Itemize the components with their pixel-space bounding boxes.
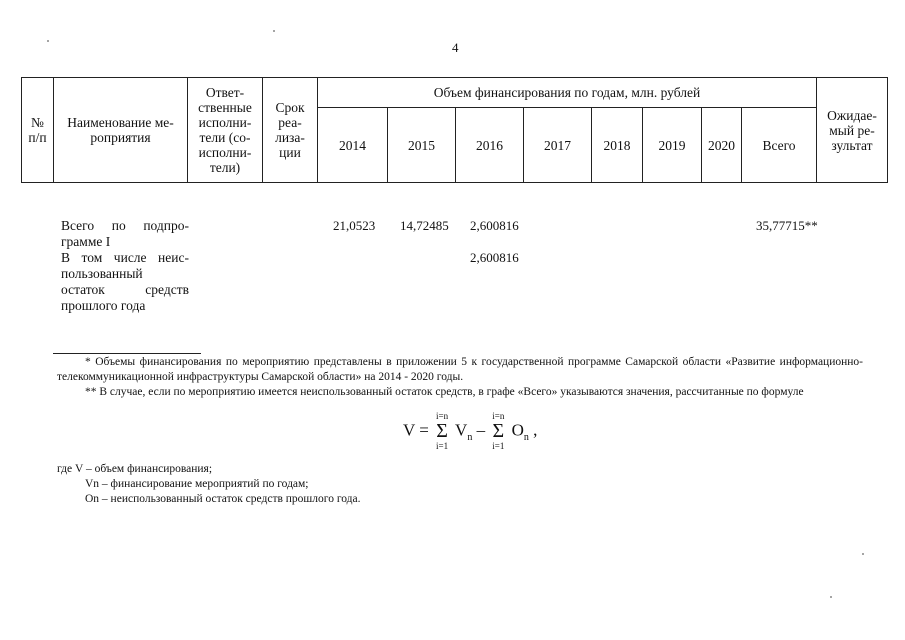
header-year-2015: 2015 (388, 108, 456, 183)
formula-eq: = (419, 420, 429, 440)
row-label-subprogram-total: Всего по подпро-грамме I (61, 218, 189, 249)
row-label-unused-balance: В том числе неис-пользованный остаток средств прошлого года (61, 250, 189, 313)
definition-vn: Vn – финансирование мероприятий по годам; (85, 478, 309, 490)
header-year-2016: 2016 (456, 108, 524, 183)
row-value-2014: 21,0523 (333, 218, 376, 233)
header-year-2014: 2014 (318, 108, 388, 183)
formula-sub-1: n (467, 431, 473, 443)
definition-on: On – неиспользованный остаток средств прошлого года. (85, 493, 361, 505)
definition-v: где V – объем финансирования; (57, 463, 213, 475)
header-year-2020: 2020 (702, 108, 742, 183)
scan-speck (273, 30, 275, 32)
page-number: 4 (452, 40, 459, 55)
header-year-2019: 2019 (643, 108, 702, 183)
header-year-2017: 2017 (524, 108, 592, 183)
sum-symbol-2 (489, 411, 507, 451)
sum-upper-1: i=n (436, 411, 449, 421)
sum-lower-1: i=1 (436, 441, 449, 451)
header-executors: Ответ-ственные исполни-тели (со-исполни-тели) (188, 78, 263, 183)
formula-term-2: O (511, 420, 524, 440)
scan-speck (47, 40, 49, 42)
formula-minus: – (476, 420, 486, 440)
header-total: Всего (742, 108, 817, 183)
sigma-2: Σ (492, 420, 505, 442)
header-table (21, 77, 888, 183)
row-value-total: 35,77715** (756, 218, 818, 233)
header-term: Срок реа-лиза-ции (263, 78, 318, 183)
sum-lower-2: i=1 (492, 441, 505, 451)
scan-speck (830, 596, 832, 598)
header-result: Ожидае-мый ре-зультат (817, 78, 888, 183)
footnote-separator (53, 353, 201, 354)
header-year-2018: 2018 (592, 108, 643, 183)
footnote-2: ** В случае, если по мероприятию имеется неиспользованный остаток средств, в графе «Всего» указываются значения, рассчитанные по формуле (85, 386, 804, 398)
scan-speck (862, 553, 864, 555)
header-funding: Объем финансирования по годам, млн. рублей (318, 78, 817, 108)
row-value-2016: 2,600816 (470, 218, 519, 233)
definitions (57, 462, 361, 507)
formula-lhs: V (403, 420, 415, 440)
sum-symbol-1 (433, 411, 451, 451)
formula (403, 411, 538, 451)
row-value-2015: 14,72485 (400, 218, 449, 233)
formula-term-1: V (455, 420, 468, 440)
sum-upper-2: i=n (492, 411, 505, 421)
sigma-1: Σ (436, 420, 448, 442)
footnote-1: * Объемы финансирования по мероприятию представлены в приложении 5 к государственной программе Самарской области «Развитие информационно-телекоммуникационной инфраструктуры Самарской области» на 2014 - 2020 годы. (57, 356, 863, 383)
formula-tail: , (533, 420, 538, 440)
header-number: № п/п (22, 78, 54, 183)
row-value-unused-2016: 2,600816 (470, 250, 519, 265)
formula-sub-2: n (523, 431, 529, 443)
header-name: Наименование ме-роприятия (54, 78, 188, 183)
